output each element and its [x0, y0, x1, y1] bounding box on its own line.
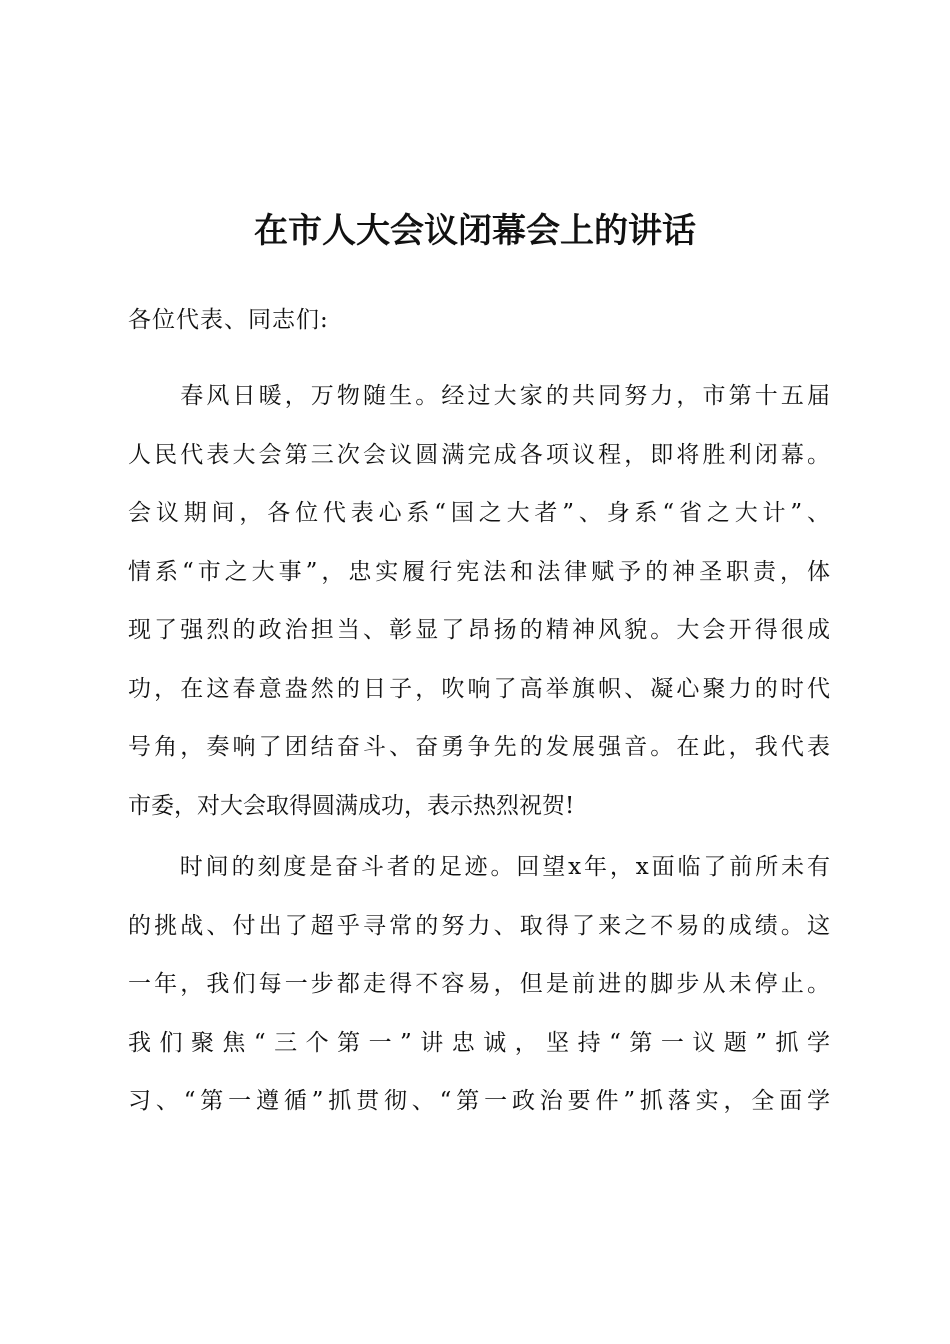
paragraph-line: 号角，奏响了团结奋斗、奋勇争先的发展强音。在此，我代表: [128, 734, 830, 760]
paragraph-line: 会议期间，各位代表心系“国之大者”、身系“省之大计”、: [128, 500, 830, 526]
paragraph-line: 市委，对大会取得圆满成功，表示热烈祝贺!: [128, 792, 575, 819]
paragraph-line: 习、“第一遵循”抓贯彻、“第一政治要件”抓落实，全面学: [128, 1088, 830, 1114]
page-title: 在市人大会议闭幕会上的讲话: [254, 211, 696, 251]
paragraph-2: [128, 838, 830, 1131]
paragraph-line: 现了强烈的政治担当、彰显了昂扬的精神风貌。大会开得很成: [128, 617, 830, 643]
paragraph-line: 我们聚焦“三个第一”讲忠诚，坚持“第一议题”抓学: [128, 1029, 830, 1056]
paragraph-line: 时间的刻度是奋斗者的足迹。回望x年，x面临了前所未有: [128, 854, 830, 880]
paragraph-line: 一年，我们每一步都走得不容易，但是前进的脚步从未停止。: [128, 971, 830, 997]
paragraph-line: 功，在这春意盎然的日子，吹响了高举旗帜、凝心聚力的时代: [128, 675, 830, 702]
paragraph-1: [128, 367, 830, 835]
salutation: 各位代表、同志们:: [128, 307, 329, 333]
paragraph-line: 情系“市之大事”，忠实履行宪法和法律赋予的神圣职责，体: [128, 558, 830, 585]
paragraph-line: 的挑战、付出了超乎寻常的努力、取得了来之不易的成绩。这: [128, 912, 830, 939]
paragraph-line: 春风日暖，万物随生。经过大家的共同努力，市第十五届: [128, 383, 830, 409]
paragraph-line: 人民代表大会第三次会议圆满完成各项议程，即将胜利闭幕。: [128, 441, 830, 468]
